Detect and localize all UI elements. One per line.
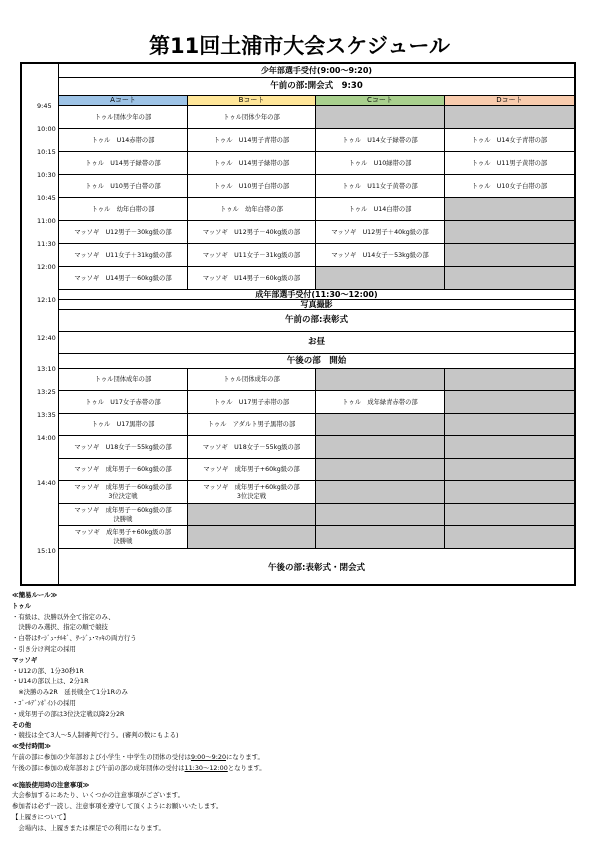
note-line: ・U12の部、1分30秒1R — [12, 666, 84, 675]
event-cell: トゥル 成年緑青赤帯の部 — [316, 391, 445, 414]
event-cell: トゥル団体成年の部 — [188, 369, 316, 391]
empty-slot — [445, 198, 574, 221]
reception-line-1 — [12, 752, 592, 763]
event-cell: トゥル U14男子緑帯の部 — [59, 152, 188, 175]
empty-slot — [316, 504, 445, 526]
event-cell: トゥル U10男子白帯の部 — [188, 175, 316, 198]
time-label: 10:00 — [37, 125, 56, 133]
note-line: ・U14の部以上は、2分1R — [12, 677, 89, 686]
pm-closing-band: 午後の部:表彰式・閉会式 — [268, 563, 365, 573]
empty-slot — [188, 504, 316, 526]
event-cell: トゥル U14女子青帯の部 — [445, 129, 574, 152]
note-line: 大会参加するにあたり、いくつかの注意事項がございます。 — [12, 791, 185, 800]
event-cell: トゥル U11女子黄帯の部 — [316, 175, 445, 198]
empty-slot — [445, 526, 574, 549]
time-label: 13:10 — [37, 365, 56, 373]
empty-slot — [316, 267, 445, 290]
event-cell: トゥル アダルト男子黒帯の部 — [188, 414, 316, 436]
empty-slot — [316, 106, 445, 129]
time-label: 10:45 — [37, 194, 56, 202]
empty-slot — [316, 369, 445, 391]
note-text: になります。 — [226, 752, 264, 761]
note-line: 会場内は、上履きまたは裸足での利用になります。 — [12, 823, 165, 832]
court-header-2: Bコート — [188, 96, 316, 106]
time-label: 13:25 — [37, 388, 56, 396]
event-cell: トゥル U14男子青帯の部 — [188, 129, 316, 152]
time-column — [22, 64, 59, 584]
note-text: 午前の部に参加の少年部および小学生・中学生の団体の受付は — [12, 752, 191, 761]
event-cell: トゥル U10女子白帯の部 — [445, 175, 574, 198]
empty-slot — [445, 436, 574, 459]
empty-slot — [316, 459, 445, 481]
empty-slot — [188, 526, 316, 549]
empty-slot — [445, 106, 574, 129]
adult-reception-band: 成年部選手受付(11:30～12:00) — [59, 290, 574, 300]
tul-heading: トゥル — [12, 601, 32, 610]
empty-slot — [445, 481, 574, 504]
event-cell: マッソギ U11女子－31kg級の部 — [188, 244, 316, 267]
reception-time: 9:00～9:20 — [190, 752, 227, 761]
empty-slot — [445, 504, 574, 526]
empty-slot — [445, 459, 574, 481]
event-cell: マッソギ 成年男子－60kg級の部 — [59, 459, 188, 481]
event-cell: トゥル U10緑帯の部 — [316, 152, 445, 175]
event-cell: マッソギ U18女子－55kg級の部 — [59, 436, 188, 459]
event-cell: マッソギ 成年男子－60kg級の部 3位決定戦 — [59, 481, 188, 504]
note-line: 参加者は必ず一読し、注意事項を遵守して頂くようにお願いいたします。 — [12, 802, 223, 811]
other-heading: その他 — [12, 720, 32, 729]
empty-slot — [445, 369, 574, 391]
time-label: 15:10 — [37, 547, 56, 555]
time-label: 12:00 — [37, 263, 56, 271]
event-cell: トゥル U14女子緑帯の部 — [316, 129, 445, 152]
lunch-band: お昼 — [59, 332, 574, 354]
time-label: 11:00 — [37, 217, 56, 225]
event-cell: トゥル団体成年の部 — [59, 369, 188, 391]
empty-slot — [445, 414, 574, 436]
event-cell: トゥル 幼年白帯の部 — [59, 198, 188, 221]
event-cell: トゥル団体少年の部 — [59, 106, 188, 129]
am-awards-band: 午前の部:表彰式 — [59, 310, 574, 332]
facility-heading: ≪施設使用時の注意事項≫ — [12, 780, 90, 789]
empty-slot — [445, 244, 574, 267]
am-opening-band: 午前の部:開会式 9:30 — [59, 78, 574, 96]
reception-time: 11:30～12:00 — [184, 763, 228, 772]
event-cell: トゥル団体少年の部 — [188, 106, 316, 129]
event-cell: マッソギ 成年男子+60kg級の部 — [188, 459, 316, 481]
event-cell: トゥル U17女子赤帯の部 — [59, 391, 188, 414]
note-line: ※決勝のみ2R 延長戦全て1分1Rのみ — [12, 688, 128, 697]
note-text: 午後の部に参加の成年部および午前の部の成年団体の受付は — [12, 763, 185, 772]
reception-line-2 — [12, 763, 592, 774]
event-cell: トゥル U14男子緑帯の部 — [188, 152, 316, 175]
empty-slot — [445, 221, 574, 244]
event-cell: トゥル U17黒帯の部 — [59, 414, 188, 436]
time-label: 13:35 — [37, 411, 56, 419]
court-header-3: Cコート — [316, 96, 445, 106]
rules-heading: ≪簡易ルール≫ — [12, 591, 58, 599]
time-label: 12:40 — [37, 334, 56, 342]
event-cell: マッソギ 成年男子+60kg級の部 決勝戦 — [59, 526, 188, 549]
time-label: 14:00 — [37, 434, 56, 442]
event-cell: マッソギ U12男子－30kg級の部 — [59, 221, 188, 244]
empty-slot — [316, 414, 445, 436]
event-cell: マッソギ U14男子－60kg級の部 — [59, 267, 188, 290]
schedule-grid — [20, 62, 576, 586]
time-label: 12:10 — [37, 296, 56, 304]
note-line: ・ｺﾞｰﾙﾃﾞﾝﾎﾟｲﾝﾄの採用 — [12, 698, 76, 707]
empty-slot — [316, 481, 445, 504]
event-cell: マッソギ U18女子－55kg級の部 — [188, 436, 316, 459]
note-text: となります。 — [227, 763, 266, 772]
time-label: 9:45 — [37, 102, 52, 110]
empty-slot — [316, 526, 445, 549]
event-cell: マッソギ U14男子－60kg級の部 — [188, 267, 316, 290]
court-header-1: Aコート — [59, 96, 188, 106]
shoes-heading: 【上履きについて】 — [12, 812, 70, 821]
junior-reception-band: 少年部選手受付(9:00～9:20) — [59, 64, 574, 78]
notes-section — [12, 590, 592, 834]
time-label: 14:40 — [37, 479, 56, 487]
empty-slot — [316, 436, 445, 459]
time-label: 10:15 — [37, 148, 56, 156]
event-cell: マッソギ U11女子＋31kg級の部 — [59, 244, 188, 267]
time-label: 10:30 — [37, 171, 56, 179]
event-cell: マッソギ U12男子＋40kg級の部 — [316, 221, 445, 244]
note-line: ・成年男子の部は3位決定戦以降2分2R — [12, 709, 125, 718]
massogi-heading: マッソギ — [12, 655, 38, 664]
note-line: ・引き分け判定の採用 — [12, 644, 76, 653]
event-cell: トゥル U14白帯の部 — [316, 198, 445, 221]
note-line: ・白帯はｻｰｼﾞｭ･ﾁﾙｷﾞ、ｻｰｼﾞｭ･ﾏｯｷの両方行う — [12, 634, 137, 643]
note-line: ・有級は、決勝以外全て指定のみ、 — [12, 612, 115, 621]
event-cell: マッソギ 成年男子－60kg級の部 決勝戦 — [59, 504, 188, 526]
event-cell: マッソギ U14女子－53kg級の部 — [316, 244, 445, 267]
empty-slot — [445, 267, 574, 290]
event-cell: トゥル U11男子黄帯の部 — [445, 152, 574, 175]
note-line: 決勝のみ選択、指定の順で競技 — [12, 623, 108, 632]
page-title: 第11回土浦市大会スケジュール — [149, 34, 450, 58]
note-line: ・競技は全て3人～5人制審判で行う。(審判の数にもよる) — [12, 731, 179, 740]
court-header-4: Dコート — [445, 96, 574, 106]
time-label: 11:30 — [37, 240, 56, 248]
event-cell: トゥル U14赤帯の部 — [59, 129, 188, 152]
event-cell: トゥル U17男子赤帯の部 — [188, 391, 316, 414]
event-cell: マッソギ 成年男子+60kg級の部 3位決定戦 — [188, 481, 316, 504]
event-cell: トゥル U10男子白帯の部 — [59, 175, 188, 198]
event-cell: トゥル 幼年白帯の部 — [188, 198, 316, 221]
reception-heading: ≪受付時間≫ — [12, 742, 51, 751]
photo-band: 写真撮影 — [59, 300, 574, 310]
event-cell: マッソギ U12男子－40kg級の部 — [188, 221, 316, 244]
pm-start-band: 午後の部 開始 — [59, 354, 574, 369]
empty-slot — [445, 391, 574, 414]
